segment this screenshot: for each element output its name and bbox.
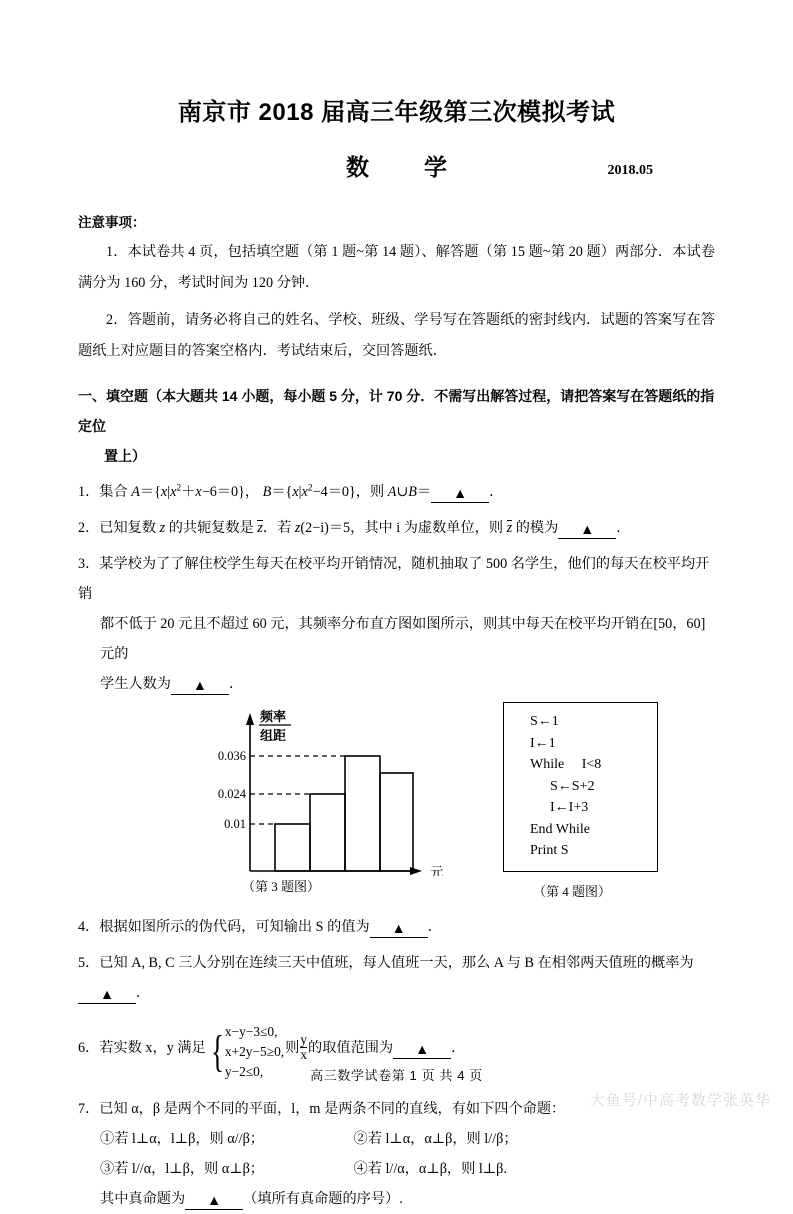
question-6-suffix-b: 的取值范围为 [308,1039,394,1056]
question-4-num: 4． [78,919,100,935]
svg-text:0.024: 0.024 [217,787,246,801]
question-3-line2: 都不低于 20 元且不超过 60 元，其频率分布直方图如图所示，则其中每天在校平均开销在[50，60]元的 [100,616,706,662]
proposition-1: ①若 l⊥α，l⊥β，则 α//β； [100,1131,264,1147]
pseudocode-line-1: S←1 [530,714,559,729]
histogram-svg [190,701,450,876]
question-7-propositions [78,1124,715,1214]
subject-row [78,149,715,181]
question-5-text: 已知 A, B, C 三人分别在连续三天中值班，每人值班一天，那么 A 与 B 在相邻两天值班的概率为 [99,955,694,971]
fraction-y-over-x [300,1033,307,1062]
proposition-2: ②若 l⊥α，α⊥β，则 l//β； [353,1131,518,1147]
section-heading [78,381,715,471]
question-3 [78,549,715,699]
notice-heading: 注意事项： [78,215,146,230]
proposition-4: ④若 l//α，α⊥β，则 l⊥β. [353,1161,507,1177]
question-6-num: 6． [78,1039,100,1056]
section-heading-line2: 置上） [104,448,146,464]
question-1-num: 1． [78,484,100,500]
question-7-tail-prefix: 其中真命题为 [100,1191,186,1207]
question-7-tail [100,1184,715,1214]
notice-item-1: 1．本试卷共 4 页，包括填空题（第 1 题~第 14 题）、解答题（第 15 题~第 20 题）两部分．本试卷满分为 160 分，考试时间为 120 分钟． [78,244,715,291]
fraction-denominator: x [300,1047,307,1063]
question-4: 4．根据如图所示的伪代码，可知输出 S 的值为 ▲ ． [78,919,442,937]
svg-text:元: 元 [430,865,444,876]
system-row-1: x−y−3≤0, [224,1024,278,1039]
page-footer: 高三数学试卷第 1 页 共 4 页 [310,1068,483,1083]
exam-date: 2018.05 [607,163,653,178]
question-7-tail-suffix: （填所有真命题的序号）. [243,1191,403,1207]
question-7-line1: 已知 α，β 是两个不同的平面，l，m 是两条不同的直线，有如下四个命题： [99,1101,566,1117]
notice-item-2: 2．答题前，请务必将自己的姓名、学校、班级、学号写在答题纸的密封线内．试题的答案写在答题纸上对应题目的答案空格内．考试结束后，交回答题纸． [78,312,715,359]
question-7-num: 7． [78,1101,100,1117]
watermark: 大鱼号/中高考数学张英华 [589,1092,771,1109]
section-heading-line1: 一、填空题（本大题共 14 小题，每小题 5 分，计 70 分．不需写出解答过程，请把答案写在答题纸的指定位 [78,388,715,434]
proposition-3: ③若 l//α，l⊥β，则 α⊥β； [100,1161,264,1177]
answer-blank-q2[interactable]: ▲ [558,523,616,539]
svg-text:0.01: 0.01 [224,817,246,831]
answer-blank-q3[interactable]: ▲ [171,679,229,695]
answer-blank-q7[interactable]: ▲ [185,1194,243,1210]
answer-blank-q5[interactable]: ▲ [78,988,136,1004]
pseudocode-line-3: While I<8 [530,757,602,772]
svg-text:组距: 组距 [260,728,287,743]
question-3-line3: 学生人数为 ▲ ． [100,676,244,694]
proposition-row-2 [100,1154,715,1184]
system-row-3: y−2≤0, [224,1064,264,1079]
proposition-row-1 [100,1124,715,1154]
pseudocode-line-4: S←S+2 [550,778,595,794]
question-6: 6．若实数 x，y 满足 { x−y−3≤0, x+2y−5≥0, y−2≤0, 则 $\frac{y}{x}$ 的取值范围为 ▲ ． [78,1022,715,1082]
fraction-numerator: y [300,1032,307,1048]
pseudocode-line-2: I←1 [530,735,556,751]
svg-text:0.036: 0.036 [217,749,246,763]
page-title: 南京市 2018 届高三年级第三次模拟考试 [177,99,616,126]
pseudocode-line-6: End While [530,821,591,837]
system-row-2: x+2y−5≥0, [224,1044,285,1059]
question-2: 2．已知复数 z 的共轭复数是 z．若 z(2−i)＝5，其中 i 为虚数单位，则 z 的模为 ▲ ． [78,520,631,538]
subject-name: 数 学 [346,154,463,180]
question-4-text: 根据如图所示的伪代码，可知输出 S 的值为 [99,919,370,935]
figure-4-caption: （第 4 题图） [533,884,612,899]
pseudocode-box [503,702,658,872]
question-3-line1: 某学校为了了解住校学生每天在校平均开销情况，随机抽取了 500 名学生，他们的每天在校平均开销 [78,556,710,602]
question-6-suffix-a: 则 [285,1039,300,1056]
question-5: 5．已知 A, B, C 三人分别在连续三天中值班，每人值班一天，那么 A 与 B 在相邻两天值班的概率为▲ ． [78,955,694,1003]
question-1: 1．集合 $A=\{x|x^2+x-6=0\}$， $B=\{x|x^2-4=0\}$，则 A∪B＝ ▲ ． [78,482,504,502]
question-6-prefix: 若实数 x，y 满足 [99,1039,206,1056]
frequency-histogram-figure [190,701,450,901]
answer-blank-q6[interactable]: ▲ [393,1043,451,1059]
pseudocode-line-7: Print S [530,843,569,858]
svg-text:频率: 频率 [260,709,287,724]
question-2-num: 2． [78,520,100,536]
figure-3-caption: （第 3 题图） [242,879,321,894]
left-brace: { [210,1026,224,1076]
answer-blank-q1[interactable]: ▲ [431,487,489,503]
question-3-num: 3． [78,556,100,572]
answer-blank-q4[interactable]: ▲ [370,922,428,938]
question-5-num: 5． [78,955,100,971]
figures-row [78,701,715,906]
pseudocode-line-5: I←I+3 [550,800,589,815]
